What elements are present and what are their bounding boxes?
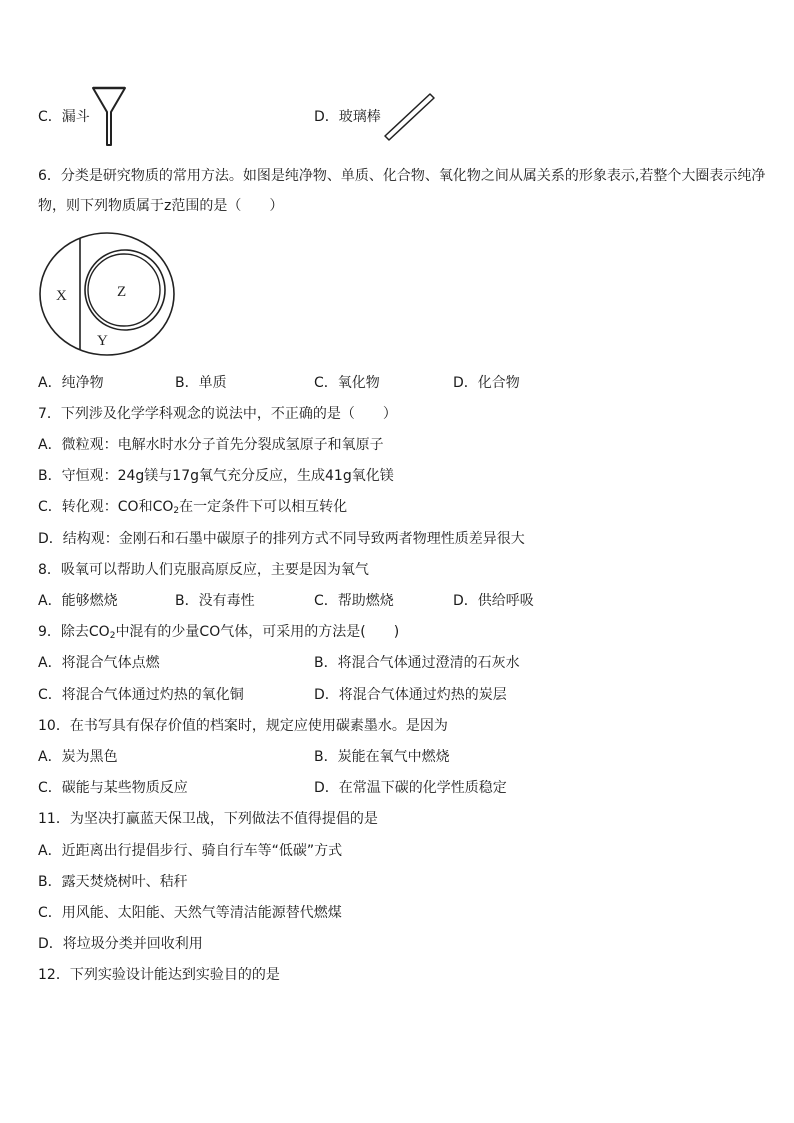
funnel-icon — [90, 85, 128, 149]
q9-stem — [38, 622, 399, 642]
q7-stem: 7．下列涉及化学学科观念的说法中，不正确的是（ ） — [38, 406, 397, 422]
q7-option-c-text: C．转化观：CO和CO — [38, 499, 174, 515]
label-x: X — [56, 288, 67, 304]
q6-option-c: C．氧化物 — [314, 375, 380, 391]
q7-option-c-rest: 在一定条件下可以相互转化 — [179, 499, 348, 515]
q10-option-d: D．在常温下碳的化学性质稳定 — [314, 780, 507, 796]
q10-option-b: B．炭能在氧气中燃烧 — [314, 749, 450, 765]
q11-option-a: A．近距离出行提倡步行、骑自行车等“低碳”方式 — [38, 843, 343, 859]
classification-diagram — [38, 230, 178, 360]
q10-option-c: C．碳能与某些物质反应 — [38, 780, 188, 796]
q7-option-d: D．结构观：金刚石和石墨中碳原子的排列方式不同导致两者物理性质差异很大 — [38, 531, 525, 547]
q5-option-d: D．玻璃棒 — [314, 109, 381, 125]
q10-option-a: A．炭为黑色 — [38, 749, 118, 765]
label-y: Y — [97, 333, 108, 349]
subscript-2: 2 — [173, 506, 180, 516]
q8-stem: 8．吸氧可以帮助人们克服高原反应，主要是因为氧气 — [38, 562, 369, 578]
q8-option-c: C．帮助燃烧 — [314, 593, 394, 609]
q6-option-d: D．化合物 — [453, 375, 520, 391]
q11-option-d: D．将垃圾分类并回收利用 — [38, 936, 203, 952]
q11-stem: 11．为坚决打赢蓝天保卫战，下列做法不值得提倡的是 — [38, 811, 378, 827]
q6-stem-line1: 6．分类是研究物质的常用方法。如图是纯净物、单质、化合物、氧化物之间从属关系的形象表示,若整个大圈表示纯净 — [38, 168, 766, 184]
q9-option-b: B．将混合气体通过澄清的石灰水 — [314, 655, 520, 671]
label-z: Z — [117, 284, 127, 300]
q10-stem: 10．在书写具有保存价值的档案时，规定应使用碳素墨水。是因为 — [38, 718, 448, 734]
q9-stem-rest: 中混有的少量CO气体，可采用的方法是( ) — [115, 624, 400, 640]
q7-option-c — [38, 497, 347, 517]
glass-rod-icon — [382, 92, 436, 142]
q7-option-b: B．守恒观：24g镁与17g氧气充分反应，生成41g氧化镁 — [38, 468, 394, 484]
q11-option-b: B．露天焚烧树叶、秸秆 — [38, 874, 188, 890]
q9-stem-text: 9．除去CO — [38, 624, 110, 640]
q5-option-c: C．漏斗 — [38, 109, 90, 125]
subscript-2: 2 — [109, 631, 116, 641]
q12-stem: 12．下列实验设计能达到实验目的的是 — [38, 967, 280, 983]
q8-option-d: D．供给呼吸 — [453, 593, 534, 609]
q8-option-a: A．能够燃烧 — [38, 593, 118, 609]
q9-option-d: D．将混合气体通过灼热的炭层 — [314, 687, 507, 703]
q8-option-b: B．没有毒性 — [175, 593, 255, 609]
q6-stem-line2: 物，则下列物质属于z范围的是（ ） — [38, 198, 284, 214]
q9-option-c: C．将混合气体通过灼热的氧化铜 — [38, 687, 244, 703]
q6-option-a: A．纯净物 — [38, 375, 104, 391]
q7-option-a: A．微粒观：电解水时水分子首先分裂成氢原子和氧原子 — [38, 437, 384, 453]
q6-option-b: B．单质 — [175, 375, 227, 391]
q9-option-a: A．将混合气体点燃 — [38, 655, 160, 671]
q11-option-c: C．用风能、太阳能、天然气等清洁能源替代燃煤 — [38, 905, 342, 921]
